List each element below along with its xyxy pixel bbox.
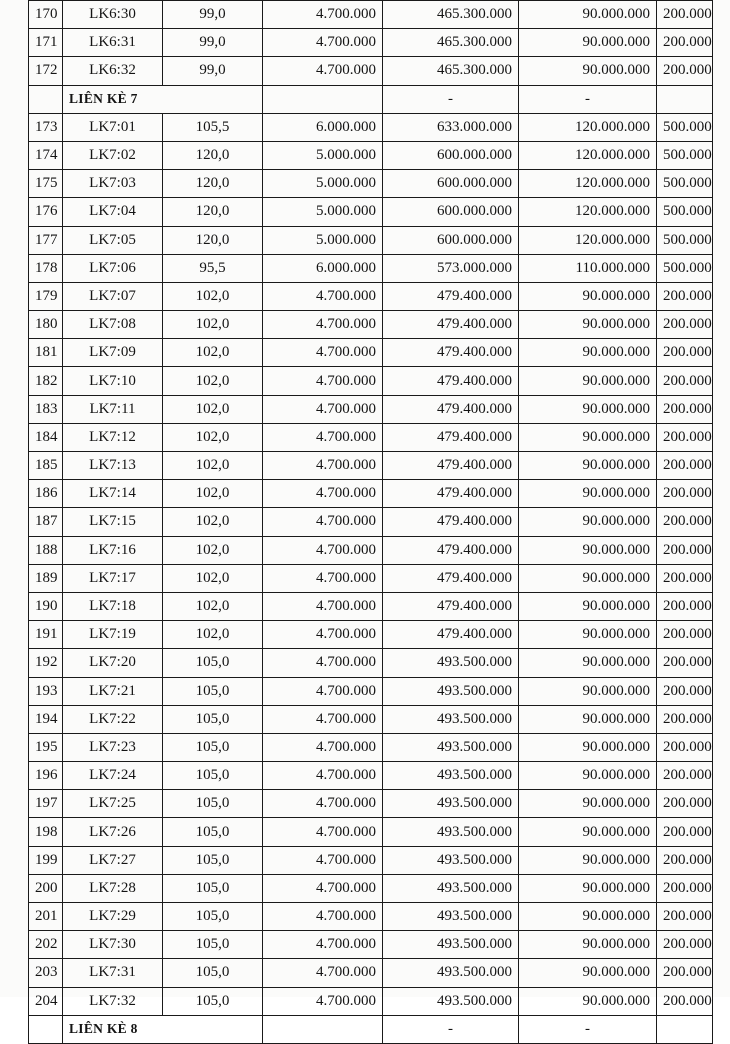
fee-cell: 200.000 [657, 592, 713, 620]
deposit-cell: 90.000.000 [519, 677, 657, 705]
lot-code-cell: LK7:23 [63, 733, 163, 761]
lot-code-cell: LK7:14 [63, 480, 163, 508]
total-cell: 493.500.000 [383, 987, 519, 1015]
stt-cell: 200 [29, 874, 63, 902]
stt-cell: 190 [29, 592, 63, 620]
fee-cell: 200.000 [657, 452, 713, 480]
total-cell: 479.400.000 [383, 564, 519, 592]
fee-cell: 200.000 [657, 480, 713, 508]
deposit-cell: - [519, 85, 657, 113]
fee-cell: 200.000 [657, 621, 713, 649]
lot-code-cell: LK7:01 [63, 113, 163, 141]
fee-cell: 200.000 [657, 395, 713, 423]
area-cell: 105,0 [163, 987, 263, 1015]
deposit-cell: 90.000.000 [519, 508, 657, 536]
deposit-cell: 90.000.000 [519, 339, 657, 367]
total-cell: 465.300.000 [383, 1, 519, 29]
fee-cell: 200.000 [657, 29, 713, 57]
unit-price-cell: 4.700.000 [263, 452, 383, 480]
total-cell: 493.500.000 [383, 677, 519, 705]
table-row [29, 367, 713, 395]
table-row [29, 733, 713, 761]
deposit-cell: 120.000.000 [519, 141, 657, 169]
lot-code-cell: LK7:11 [63, 395, 163, 423]
lot-code-cell: LK7:31 [63, 959, 163, 987]
fee-cell: 200.000 [657, 987, 713, 1015]
unit-price-cell: 6.000.000 [263, 113, 383, 141]
unit-price-cell: 4.700.000 [263, 536, 383, 564]
unit-price-cell: 4.700.000 [263, 508, 383, 536]
fee-cell: 200.000 [657, 367, 713, 395]
stt-cell [29, 85, 63, 113]
stt-cell: 192 [29, 649, 63, 677]
fee-cell: 200.000 [657, 339, 713, 367]
fee-cell: 200.000 [657, 649, 713, 677]
fee-cell: 200.000 [657, 57, 713, 85]
lot-code-cell: LK7:16 [63, 536, 163, 564]
total-cell: 479.400.000 [383, 395, 519, 423]
table-row [29, 480, 713, 508]
unit-price-cell: 4.700.000 [263, 705, 383, 733]
unit-price-cell: 4.700.000 [263, 818, 383, 846]
stt-cell: 195 [29, 733, 63, 761]
fee-cell: 200.000 [657, 705, 713, 733]
total-cell: 479.400.000 [383, 423, 519, 451]
deposit-cell: 90.000.000 [519, 367, 657, 395]
stt-cell [29, 1015, 63, 1043]
total-cell: 465.300.000 [383, 29, 519, 57]
price-cell [263, 1015, 383, 1043]
area-cell: 105,0 [163, 931, 263, 959]
fee-cell [657, 85, 713, 113]
table-row [29, 846, 713, 874]
lot-code-cell: LK7:20 [63, 649, 163, 677]
unit-price-cell: 4.700.000 [263, 677, 383, 705]
stt-cell: 188 [29, 536, 63, 564]
table-row [29, 874, 713, 902]
area-cell: 95,5 [163, 254, 263, 282]
total-cell: 479.400.000 [383, 508, 519, 536]
lot-code-cell: LK7:28 [63, 874, 163, 902]
area-cell: 105,0 [163, 874, 263, 902]
deposit-cell: 120.000.000 [519, 198, 657, 226]
area-cell: 102,0 [163, 536, 263, 564]
stt-cell: 179 [29, 282, 63, 310]
deposit-cell: 90.000.000 [519, 29, 657, 57]
table-row [29, 113, 713, 141]
deposit-cell: 90.000.000 [519, 1, 657, 29]
lot-code-cell: LK6:32 [63, 57, 163, 85]
unit-price-cell: 4.700.000 [263, 1, 383, 29]
unit-price-cell: 4.700.000 [263, 367, 383, 395]
unit-price-cell: 4.700.000 [263, 621, 383, 649]
area-cell: 105,0 [163, 649, 263, 677]
area-cell: 102,0 [163, 395, 263, 423]
area-cell: 105,0 [163, 790, 263, 818]
stt-cell: 202 [29, 931, 63, 959]
total-cell: 493.500.000 [383, 818, 519, 846]
table-row [29, 564, 713, 592]
fee-cell: 500.000 [657, 113, 713, 141]
total-cell: 493.500.000 [383, 790, 519, 818]
stt-cell: 172 [29, 57, 63, 85]
unit-price-cell: 4.700.000 [263, 903, 383, 931]
table-row [29, 226, 713, 254]
price-cell [263, 85, 383, 113]
fee-cell: 200.000 [657, 564, 713, 592]
unit-price-cell: 5.000.000 [263, 170, 383, 198]
fee-cell: 500.000 [657, 254, 713, 282]
stt-cell: 178 [29, 254, 63, 282]
stt-cell: 196 [29, 762, 63, 790]
area-cell: 105,0 [163, 733, 263, 761]
area-cell: 105,0 [163, 818, 263, 846]
area-cell: 102,0 [163, 592, 263, 620]
total-cell: 493.500.000 [383, 762, 519, 790]
area-cell: 120,0 [163, 170, 263, 198]
fee-cell: 500.000 [657, 226, 713, 254]
unit-price-cell: 4.700.000 [263, 733, 383, 761]
deposit-cell: 90.000.000 [519, 621, 657, 649]
deposit-cell: 90.000.000 [519, 592, 657, 620]
lot-code-cell: LK7:32 [63, 987, 163, 1015]
area-cell: 105,0 [163, 903, 263, 931]
total-cell: 493.500.000 [383, 705, 519, 733]
stt-cell: 185 [29, 452, 63, 480]
area-cell: 105,0 [163, 959, 263, 987]
total-cell: 493.500.000 [383, 846, 519, 874]
fee-cell: 200.000 [657, 677, 713, 705]
stt-cell: 174 [29, 141, 63, 169]
table-row [29, 141, 713, 169]
unit-price-cell: 4.700.000 [263, 423, 383, 451]
lot-code-cell: LK7:13 [63, 452, 163, 480]
table-row [29, 536, 713, 564]
table-row [29, 677, 713, 705]
table-row [29, 198, 713, 226]
unit-price-cell: 4.700.000 [263, 931, 383, 959]
price-table [28, 0, 713, 1044]
stt-cell: 175 [29, 170, 63, 198]
stt-cell: 194 [29, 705, 63, 733]
total-cell: 479.400.000 [383, 536, 519, 564]
area-cell: 102,0 [163, 339, 263, 367]
stt-cell: 191 [29, 621, 63, 649]
total-cell: 479.400.000 [383, 592, 519, 620]
lot-code-cell: LK7:29 [63, 903, 163, 931]
fee-cell: 200.000 [657, 762, 713, 790]
stt-cell: 197 [29, 790, 63, 818]
deposit-cell: 90.000.000 [519, 931, 657, 959]
table-row [29, 987, 713, 1015]
total-cell: 600.000.000 [383, 170, 519, 198]
table-row [29, 959, 713, 987]
table-row [29, 762, 713, 790]
deposit-cell: 90.000.000 [519, 480, 657, 508]
stt-cell: 173 [29, 113, 63, 141]
deposit-cell: 90.000.000 [519, 395, 657, 423]
area-cell: 102,0 [163, 452, 263, 480]
unit-price-cell: 4.700.000 [263, 564, 383, 592]
total-cell: 600.000.000 [383, 198, 519, 226]
total-cell: 493.500.000 [383, 733, 519, 761]
table-row [29, 903, 713, 931]
stt-cell: 170 [29, 1, 63, 29]
total-cell: 479.400.000 [383, 621, 519, 649]
unit-price-cell: 4.700.000 [263, 57, 383, 85]
stt-cell: 201 [29, 903, 63, 931]
table-row [29, 790, 713, 818]
unit-price-cell: 4.700.000 [263, 592, 383, 620]
deposit-cell: 90.000.000 [519, 57, 657, 85]
deposit-cell: 90.000.000 [519, 649, 657, 677]
unit-price-cell: 4.700.000 [263, 762, 383, 790]
stt-cell: 189 [29, 564, 63, 592]
table-row [29, 170, 713, 198]
total-cell: 479.400.000 [383, 339, 519, 367]
fee-cell: 200.000 [657, 423, 713, 451]
total-cell: 633.000.000 [383, 113, 519, 141]
fee-cell: 200.000 [657, 931, 713, 959]
lot-code-cell: LK7:12 [63, 423, 163, 451]
unit-price-cell: 4.700.000 [263, 987, 383, 1015]
unit-price-cell: 4.700.000 [263, 395, 383, 423]
lot-code-cell: LK7:06 [63, 254, 163, 282]
unit-price-cell: 6.000.000 [263, 254, 383, 282]
total-cell: 600.000.000 [383, 226, 519, 254]
stt-cell: 182 [29, 367, 63, 395]
stt-cell: 186 [29, 480, 63, 508]
total-cell: 479.400.000 [383, 282, 519, 310]
unit-price-cell: 4.700.000 [263, 874, 383, 902]
deposit-cell: 120.000.000 [519, 113, 657, 141]
area-cell: 120,0 [163, 198, 263, 226]
unit-price-cell: 4.700.000 [263, 311, 383, 339]
total-cell: 479.400.000 [383, 452, 519, 480]
deposit-cell: 120.000.000 [519, 226, 657, 254]
deposit-cell: 90.000.000 [519, 536, 657, 564]
deposit-cell: 90.000.000 [519, 846, 657, 874]
table-row [29, 621, 713, 649]
total-cell: 493.500.000 [383, 874, 519, 902]
stt-cell: 181 [29, 339, 63, 367]
table-body [29, 1, 713, 1044]
total-cell: 479.400.000 [383, 480, 519, 508]
lot-code-cell: LK7:22 [63, 705, 163, 733]
total-cell: 479.400.000 [383, 367, 519, 395]
deposit-cell: 90.000.000 [519, 762, 657, 790]
table-row [29, 592, 713, 620]
area-cell: 102,0 [163, 508, 263, 536]
lot-code-cell: LK7:09 [63, 339, 163, 367]
table-row [29, 423, 713, 451]
total-cell: 465.300.000 [383, 57, 519, 85]
stt-cell: 171 [29, 29, 63, 57]
total-cell: 493.500.000 [383, 931, 519, 959]
deposit-cell: 90.000.000 [519, 903, 657, 931]
fee-cell: 500.000 [657, 198, 713, 226]
deposit-cell: - [519, 1015, 657, 1043]
lot-code-cell: LK7:21 [63, 677, 163, 705]
total-cell: - [383, 85, 519, 113]
area-cell: 105,0 [163, 677, 263, 705]
fee-cell [657, 1015, 713, 1043]
deposit-cell: 120.000.000 [519, 170, 657, 198]
area-cell: 99,0 [163, 29, 263, 57]
area-cell: 99,0 [163, 57, 263, 85]
lot-code-cell: LK7:17 [63, 564, 163, 592]
lot-code-cell: LK7:19 [63, 621, 163, 649]
unit-price-cell: 5.000.000 [263, 141, 383, 169]
total-cell: 493.500.000 [383, 649, 519, 677]
total-cell: 573.000.000 [383, 254, 519, 282]
stt-cell: 198 [29, 818, 63, 846]
area-cell: 102,0 [163, 311, 263, 339]
fee-cell: 500.000 [657, 170, 713, 198]
unit-price-cell: 4.700.000 [263, 339, 383, 367]
lot-code-cell: LK7:05 [63, 226, 163, 254]
deposit-cell: 90.000.000 [519, 311, 657, 339]
unit-price-cell: 4.700.000 [263, 480, 383, 508]
unit-price-cell: 4.700.000 [263, 846, 383, 874]
stt-cell: 187 [29, 508, 63, 536]
fee-cell: 200.000 [657, 818, 713, 846]
lot-code-cell: LK7:30 [63, 931, 163, 959]
table-row [29, 1, 713, 29]
area-cell: 120,0 [163, 226, 263, 254]
lot-code-cell: LK7:24 [63, 762, 163, 790]
group-label: LIÊN KÈ 7 [63, 85, 263, 113]
stt-cell: 177 [29, 226, 63, 254]
fee-cell: 200.000 [657, 282, 713, 310]
fee-cell: 200.000 [657, 1, 713, 29]
area-cell: 102,0 [163, 367, 263, 395]
fee-cell: 500.000 [657, 141, 713, 169]
lot-code-cell: LK7:03 [63, 170, 163, 198]
group-header-row [29, 1015, 713, 1043]
area-cell: 105,0 [163, 762, 263, 790]
group-header-row [29, 85, 713, 113]
area-cell: 102,0 [163, 621, 263, 649]
lot-code-cell: LK7:15 [63, 508, 163, 536]
table-row [29, 649, 713, 677]
lot-code-cell: LK7:26 [63, 818, 163, 846]
deposit-cell: 90.000.000 [519, 733, 657, 761]
area-cell: 99,0 [163, 1, 263, 29]
deposit-cell: 90.000.000 [519, 705, 657, 733]
table-row [29, 339, 713, 367]
stt-cell: 203 [29, 959, 63, 987]
lot-code-cell: LK7:08 [63, 311, 163, 339]
unit-price-cell: 4.700.000 [263, 29, 383, 57]
area-cell: 105,5 [163, 113, 263, 141]
total-cell: 493.500.000 [383, 959, 519, 987]
area-cell: 102,0 [163, 423, 263, 451]
stt-cell: 184 [29, 423, 63, 451]
fee-cell: 200.000 [657, 959, 713, 987]
table-row [29, 508, 713, 536]
table-row [29, 29, 713, 57]
fee-cell: 200.000 [657, 508, 713, 536]
unit-price-cell: 4.700.000 [263, 959, 383, 987]
lot-code-cell: LK7:07 [63, 282, 163, 310]
deposit-cell: 90.000.000 [519, 423, 657, 451]
table-row [29, 705, 713, 733]
fee-cell: 200.000 [657, 790, 713, 818]
unit-price-cell: 5.000.000 [263, 198, 383, 226]
stt-cell: 180 [29, 311, 63, 339]
lot-code-cell: LK7:10 [63, 367, 163, 395]
stt-cell: 199 [29, 846, 63, 874]
fee-cell: 200.000 [657, 311, 713, 339]
lot-code-cell: LK7:18 [63, 592, 163, 620]
area-cell: 120,0 [163, 141, 263, 169]
area-cell: 105,0 [163, 846, 263, 874]
lot-code-cell: LK7:27 [63, 846, 163, 874]
deposit-cell: 90.000.000 [519, 452, 657, 480]
stt-cell: 204 [29, 987, 63, 1015]
unit-price-cell: 4.700.000 [263, 790, 383, 818]
stt-cell: 193 [29, 677, 63, 705]
area-cell: 102,0 [163, 282, 263, 310]
area-cell: 102,0 [163, 480, 263, 508]
table-row [29, 57, 713, 85]
stt-cell: 183 [29, 395, 63, 423]
area-cell: 105,0 [163, 705, 263, 733]
total-cell: 600.000.000 [383, 141, 519, 169]
deposit-cell: 90.000.000 [519, 790, 657, 818]
lot-code-cell: LK7:02 [63, 141, 163, 169]
deposit-cell: 90.000.000 [519, 874, 657, 902]
lot-code-cell: LK7:04 [63, 198, 163, 226]
total-cell: 493.500.000 [383, 903, 519, 931]
area-cell: 102,0 [163, 564, 263, 592]
lot-code-cell: LK7:25 [63, 790, 163, 818]
deposit-cell: 90.000.000 [519, 818, 657, 846]
total-cell: 479.400.000 [383, 311, 519, 339]
total-cell: - [383, 1015, 519, 1043]
unit-price-cell: 4.700.000 [263, 649, 383, 677]
deposit-cell: 90.000.000 [519, 282, 657, 310]
lot-code-cell: LK6:31 [63, 29, 163, 57]
group-label: LIÊN KÈ 8 [63, 1015, 263, 1043]
table-row [29, 395, 713, 423]
deposit-cell: 90.000.000 [519, 959, 657, 987]
deposit-cell: 90.000.000 [519, 564, 657, 592]
lot-code-cell: LK6:30 [63, 1, 163, 29]
fee-cell: 200.000 [657, 733, 713, 761]
table-row [29, 254, 713, 282]
deposit-cell: 110.000.000 [519, 254, 657, 282]
stt-cell: 176 [29, 198, 63, 226]
unit-price-cell: 5.000.000 [263, 226, 383, 254]
fee-cell: 200.000 [657, 536, 713, 564]
table-row [29, 931, 713, 959]
fee-cell: 200.000 [657, 846, 713, 874]
fee-cell: 200.000 [657, 874, 713, 902]
table-row [29, 452, 713, 480]
table-row [29, 818, 713, 846]
table-row [29, 311, 713, 339]
deposit-cell: 90.000.000 [519, 987, 657, 1015]
fee-cell: 200.000 [657, 903, 713, 931]
unit-price-cell: 4.700.000 [263, 282, 383, 310]
table-row [29, 282, 713, 310]
